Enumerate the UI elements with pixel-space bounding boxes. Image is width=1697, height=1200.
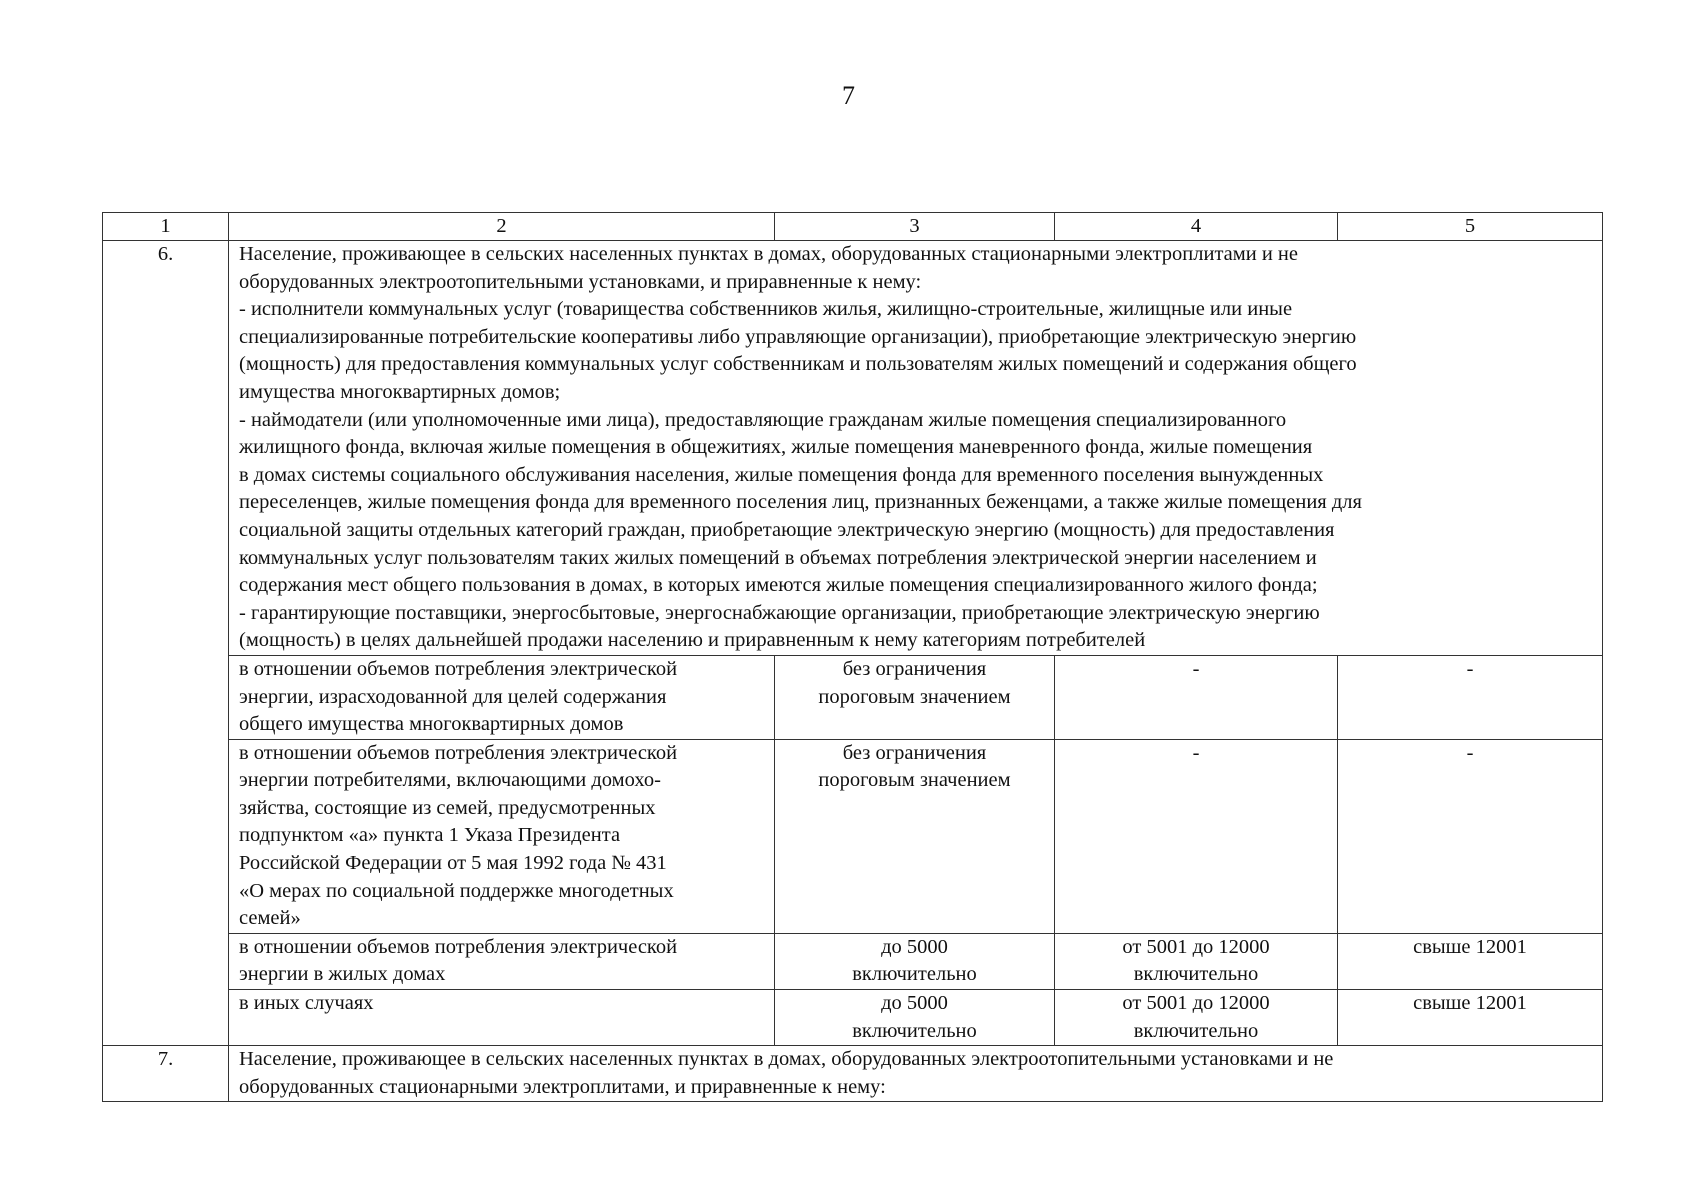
subrow-col-5	[1338, 655, 1603, 739]
table-row-6	[103, 241, 1603, 656]
text-line: - наймодатели (или уполномоченные ими лица), предоставляющие гражданам жилые помещения специализированного	[239, 408, 1287, 431]
header-row	[103, 213, 1603, 241]
subrow-col-5	[1338, 990, 1603, 1046]
text-line: Российской Федерации от 5 мая 1992 года № 431	[239, 852, 667, 875]
header-col-1: 1	[103, 213, 229, 241]
text-line: коммунальных услуг пользователям таких жилых помещений в объемах потребления электрической энергии населением и	[239, 546, 1317, 569]
text-line: зяйства, состоящие из семей, предусмотренных	[239, 796, 656, 819]
subrow-col-3	[775, 990, 1055, 1046]
text-line: специализированные потребительские кооперативы либо управляющие организации), приобретающие электрическую энергию	[239, 325, 1357, 348]
text-line: «О мерах по социальной поддержке многодетных	[239, 879, 674, 902]
text-line: без ограничения	[842, 657, 987, 680]
text-line: до 5000	[881, 992, 948, 1015]
subrow-col-5	[1338, 933, 1603, 989]
text-line: переселенцев, жилые помещения фонда для временного поселения лиц, признанных беженцами, а также жилые помещения для	[239, 491, 1362, 514]
text-line: общего имущества многоквартирных домов	[239, 713, 624, 736]
subrow-description	[229, 739, 775, 933]
text-line: имущества многоквартирных домов;	[239, 380, 561, 403]
row-7-description	[229, 1046, 1603, 1102]
text-line: оборудованных стационарными электроплитами, и приравненные к нему:	[239, 1075, 886, 1098]
header-col-3: 3	[775, 213, 1055, 241]
subrow-col-3	[775, 739, 1055, 933]
subrow-large-families	[103, 739, 1603, 933]
row-6-description	[229, 241, 1603, 656]
text-line: -	[1466, 741, 1474, 764]
subrow-description	[229, 990, 775, 1046]
text-line: -	[1466, 657, 1474, 680]
text-line: от 5001 до 12000	[1122, 992, 1270, 1015]
page-number: 7	[842, 81, 855, 110]
text-line: энергии в жилых домах	[239, 963, 446, 986]
text-line: свыше 12001	[1413, 935, 1527, 958]
text-line: свыше 12001	[1413, 992, 1527, 1015]
row-number: 6.	[103, 241, 229, 1046]
text-line: -	[1192, 741, 1200, 764]
text-line: оборудованных электроотопительными установками, и приравненные к нему:	[239, 270, 922, 293]
header-col-4: 4	[1055, 213, 1338, 241]
subrow-col-3	[775, 655, 1055, 739]
header-col-5: 5	[1338, 213, 1603, 241]
table-row-7	[103, 1046, 1603, 1102]
text-line: в отношении объемов потребления электрической	[239, 741, 678, 764]
text-line: включительно	[1133, 963, 1259, 986]
subrow-col-4	[1055, 739, 1338, 933]
subrow-col-3	[775, 933, 1055, 989]
text-line: включительно	[852, 1019, 977, 1042]
text-line: (мощность) в целях дальнейшей продажи населению и приравненным к нему категориям потребителей	[239, 629, 1146, 652]
text-line: - исполнители коммунальных услуг (товарищества собственников жилья, жилищно-строительные, жилищные или иные	[239, 298, 1293, 321]
text-line: - гарантирующие поставщики, энергосбытовые, энергоснабжающие организации, приобретающие электрическую энергию	[239, 601, 1320, 624]
text-line: от 5001 до 12000	[1122, 935, 1270, 958]
subrow-houses	[103, 933, 1603, 989]
text-line: пороговым значением	[818, 685, 1011, 708]
text-line: семей»	[239, 907, 301, 930]
text-line: -	[1192, 657, 1200, 680]
text-line: включительно	[1133, 1019, 1259, 1042]
subrow-common-property	[103, 655, 1603, 739]
text-line: содержания мест общего пользования в домах, в которых имеются жилые помещения специализированного жилого фонда;	[239, 574, 1318, 597]
text-line: до 5000	[881, 935, 948, 958]
text-line: в отношении объемов потребления электрической	[239, 935, 678, 958]
subrow-col-4	[1055, 655, 1338, 739]
text-line: в иных случаях	[239, 992, 374, 1015]
text-line: Население, проживающее в сельских населенных пунктах в домах, оборудованных электроотопительными установками и не	[239, 1048, 1334, 1071]
subrow-description	[229, 655, 775, 739]
header-col-2: 2	[229, 213, 775, 241]
text-line: жилищного фонда, включая жилые помещения в общежитиях, жилые помещения маневренного фонда, жилые помещения	[239, 436, 1313, 459]
text-line: (мощность) для предоставления коммунальных услуг собственникам и пользователям жилых помещений и содержания общего	[239, 353, 1357, 376]
subrow-description	[229, 933, 775, 989]
text-line: включительно	[852, 963, 977, 986]
subrow-col-5	[1338, 739, 1603, 933]
text-line: в домах системы социального обслуживания населения, жилые помещения фонда для временного поселения вынужденных	[239, 463, 1324, 486]
text-line: пороговым значением	[818, 769, 1011, 792]
subrow-other-cases	[103, 990, 1603, 1046]
text-line: Население, проживающее в сельских населенных пунктах в домах, оборудованных стационарными электроплитами и не	[239, 243, 1299, 265]
subrow-col-4	[1055, 933, 1338, 989]
tariff-table	[102, 212, 1603, 1102]
text-line: подпунктом «а» пункта 1 Указа Президента	[239, 824, 621, 847]
text-line: без ограничения	[842, 741, 987, 764]
text-line: социальной защиты отдельных категорий граждан, приобретающие электрическую энергию (мощность) для предоставления	[239, 518, 1335, 541]
subrow-col-4	[1055, 990, 1338, 1046]
text-line: энергии, израсходованной для целей содержания	[239, 685, 667, 708]
row-number: 7.	[103, 1046, 229, 1102]
text-line: в отношении объемов потребления электрической	[239, 657, 678, 680]
text-line: энергии потребителями, включающими домохо-	[239, 769, 661, 792]
